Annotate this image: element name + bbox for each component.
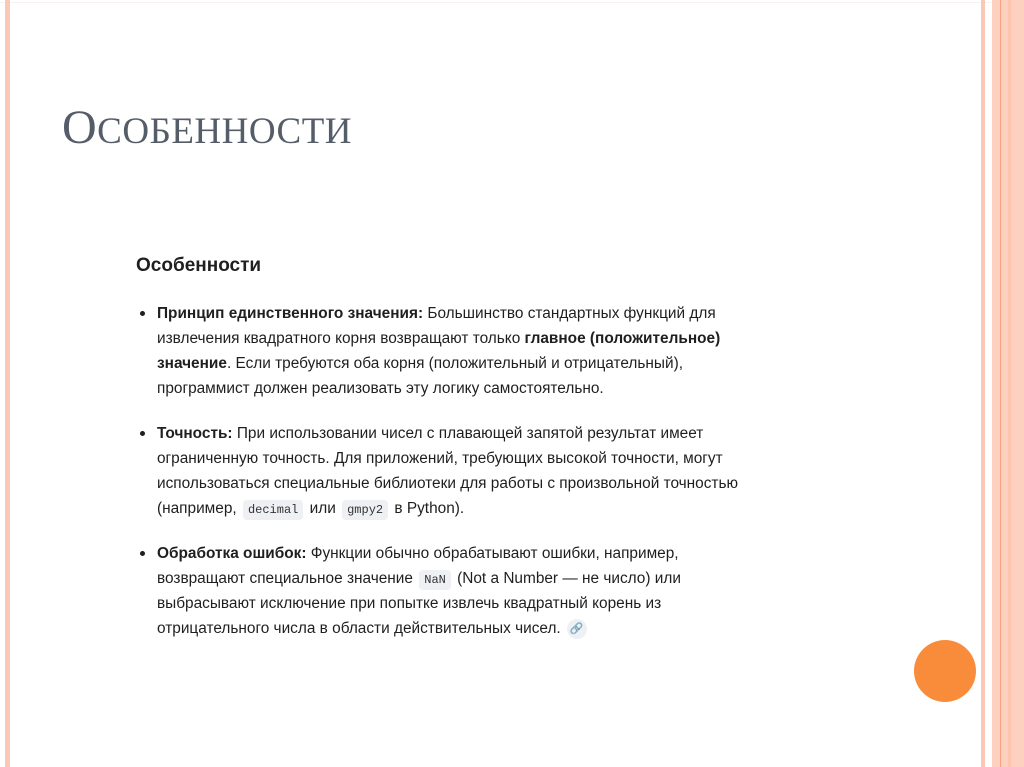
text-line: [157, 471, 738, 496]
text-segment: . Если требуются оба корня (положительный и отрицательный),: [226, 355, 683, 372]
right-decorative-line-2: [1008, 0, 1011, 767]
text-segment: в Python).: [390, 500, 465, 517]
orange-circle-decoration: [914, 640, 976, 702]
text-segment: Большинство стандартных функций для: [423, 305, 716, 322]
text-line: [157, 496, 738, 521]
slide-title-initial: О: [62, 101, 98, 154]
text-segment: При использовании чисел с плавающей запятой результат имеет: [232, 425, 704, 442]
features-list: [136, 301, 738, 641]
text-line: [157, 326, 738, 351]
bold-text: Точность:: [157, 425, 233, 442]
text-line: [157, 616, 738, 641]
right-decorative-line: [1000, 0, 1001, 767]
text-line: [157, 351, 738, 376]
left-decorative-stripe: [5, 0, 10, 767]
text-segment: ограниченную точность. Для приложений, требующих высокой точности, могут: [157, 450, 723, 467]
text-segment: отрицательного числа в области действительных чисел.: [157, 620, 561, 637]
text-segment: выбрасывают исключение при попытке извлечь квадратный корень из: [157, 595, 662, 612]
text-segment: возвращают специальное значение: [157, 570, 418, 587]
text-segment: (Not a Number — не число) или: [452, 570, 681, 587]
text-segment: Функции обычно обрабатывают ошибки, например,: [306, 545, 679, 562]
text-segment: извлечения квадратного корня возвращают только: [157, 330, 525, 347]
bold-text: значение: [157, 355, 227, 372]
link-icon[interactable]: 🔗: [567, 619, 587, 639]
text-line: [157, 446, 738, 471]
text-line: [157, 301, 738, 326]
bold-text: главное (положительное): [524, 330, 721, 347]
text-segment: использоваться специальные библиотеки для работы с произвольной точностью: [157, 475, 739, 492]
list-item: [136, 421, 738, 521]
text-segment: программист должен реализовать эту логику самостоятельно.: [157, 380, 604, 397]
right-decorative-stripe: [981, 0, 985, 767]
screenshot-content: [136, 253, 738, 661]
text-segment: (например,: [157, 500, 241, 517]
bold-text: Принцип единственного значения:: [157, 305, 424, 322]
text-line: [157, 376, 738, 401]
inline-code: decimal: [243, 500, 303, 520]
text-line: [157, 421, 738, 446]
bold-text: Обработка ошибок:: [157, 545, 307, 562]
slide-title-rest: СОБЕННОСТИ: [97, 111, 353, 152]
text-line: [157, 566, 738, 591]
content-heading: Особенности: [136, 255, 262, 276]
text-line: [157, 541, 738, 566]
slide-title: [62, 100, 352, 155]
inline-code: NaN: [419, 570, 451, 590]
text-line: [157, 591, 738, 616]
list-item: [136, 301, 738, 401]
text-segment: или: [305, 500, 341, 517]
list-item: [136, 541, 738, 641]
slide-top-line: [0, 2, 1024, 3]
inline-code: gmpy2: [342, 500, 388, 520]
